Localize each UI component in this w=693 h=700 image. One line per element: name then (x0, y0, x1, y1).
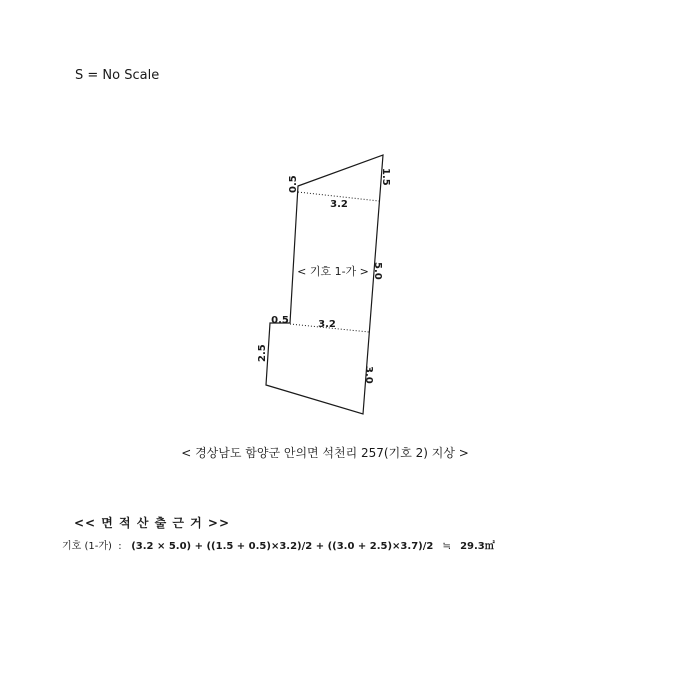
dim-right-top: 1.5 (380, 168, 391, 186)
calculation-formula: (3.2 × 5.0) + ((1.5 + 0.5)×3.2)/2 + ((3.0 + 2.5)×3.7)/2 (131, 541, 434, 552)
dim-right-bottom: 3.0 (363, 366, 374, 384)
dim-top-width: 3.2 (330, 199, 348, 210)
calculation-label: 기호 (1-가) (62, 541, 112, 552)
dim-mid-offset: 0.5 (271, 315, 289, 326)
dim-mid-width: 3.2 (318, 319, 336, 330)
dim-left-bottom: 2.5 (257, 344, 268, 362)
calculation-colon: : (115, 541, 129, 552)
dim-top-offset: 0.5 (288, 175, 299, 193)
parcel-label: < 기호 1-가 > (297, 265, 369, 278)
calculation-heading: << 면 적 산 출 근 거 >> (74, 516, 231, 530)
calculation-result: 29.3㎡ (460, 541, 495, 552)
calculation-line (62, 537, 495, 552)
location-title: < 경상남도 함양군 안의면 석천리 257(기호 2) 지상 > (181, 446, 469, 460)
scale-note: S = No Scale (75, 68, 160, 83)
approx-symbol: ≒ (442, 541, 451, 552)
dim-right-middle: 5.0 (372, 262, 383, 280)
